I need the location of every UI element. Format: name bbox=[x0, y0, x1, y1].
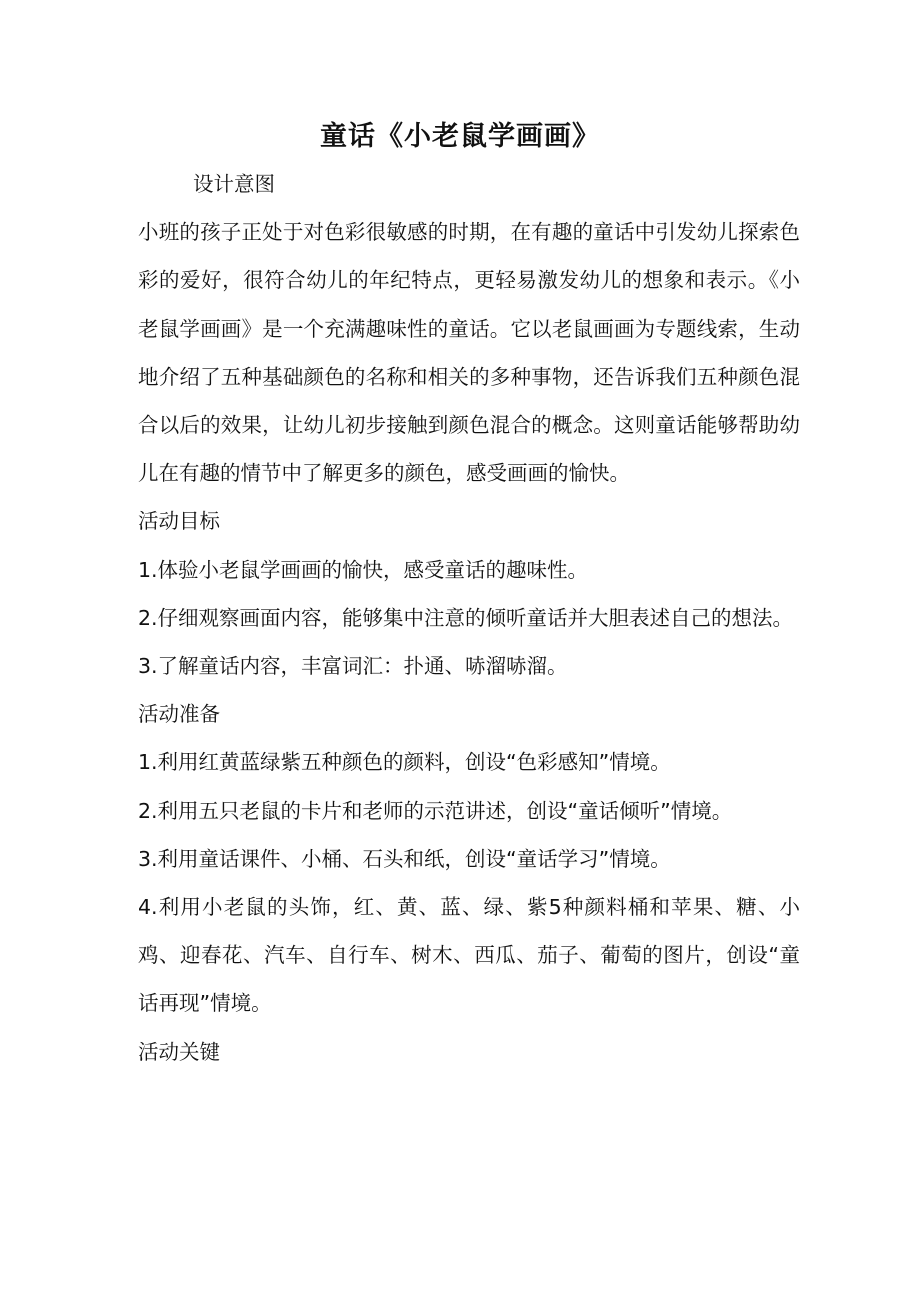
section-heading-design-intent: 设计意图 bbox=[193, 172, 275, 196]
section-heading-goals: 活动目标 bbox=[138, 509, 220, 534]
goal-item: 1.体验小老鼠学画画的愉快，感受童话的趣味性。 bbox=[138, 557, 589, 582]
prep-item: 2.利用五只老鼠的卡片和老师的示范讲述，创设“童话倾听”情境。 bbox=[138, 798, 733, 823]
section-heading-preparation: 活动准备 bbox=[138, 702, 220, 727]
goal-item: 3.了解童话内容，丰富词汇：扑通、哧溜哧溜。 bbox=[138, 654, 568, 679]
document-body bbox=[138, 160, 800, 1076]
document-title: 童话《小老鼠学画画》 bbox=[320, 121, 600, 152]
goal-item: 2.仔细观察画面内容，能够集中注意的倾听童话并大胆表述自己的想法。 bbox=[138, 605, 794, 630]
prep-item: 1.利用红黄蓝绿紫五种颜色的颜料，创设“色彩感知”情境。 bbox=[138, 750, 671, 775]
prep-item: 4.利用小老鼠的头饰，红、黄、蓝、绿、紫5种颜料桶和苹果、糖、小鸡、迎春花、汽车、自行车、树木、西瓜、茄子、葡萄的图片，创设“童话再现”情境。 bbox=[138, 895, 800, 1016]
design-intent-paragraph: 小班的孩子正处于对色彩很敏感的时期，在有趣的童话中引发幼儿探索色彩的爱好，很符合幼儿的年纪特点，更轻易激发幼儿的想象和表示。《小老鼠学画画》是一个充满趣味性的童话。它以老鼠画画为专题线索，生动地介绍了五种基础颜色的名称和相关的多种事物，还告诉我们五种颜色混合以后的效果，让幼儿初步接触到颜色混合的概念。这则童话能够帮助幼儿在有趣的情节中了解更多的颜色，感受画画的愉快。 bbox=[138, 220, 800, 486]
section-heading-key-points: 活动关键 bbox=[138, 1039, 220, 1064]
prep-item: 3.利用童话课件、小桶、石头和纸，创设“童话学习”情境。 bbox=[138, 846, 671, 871]
